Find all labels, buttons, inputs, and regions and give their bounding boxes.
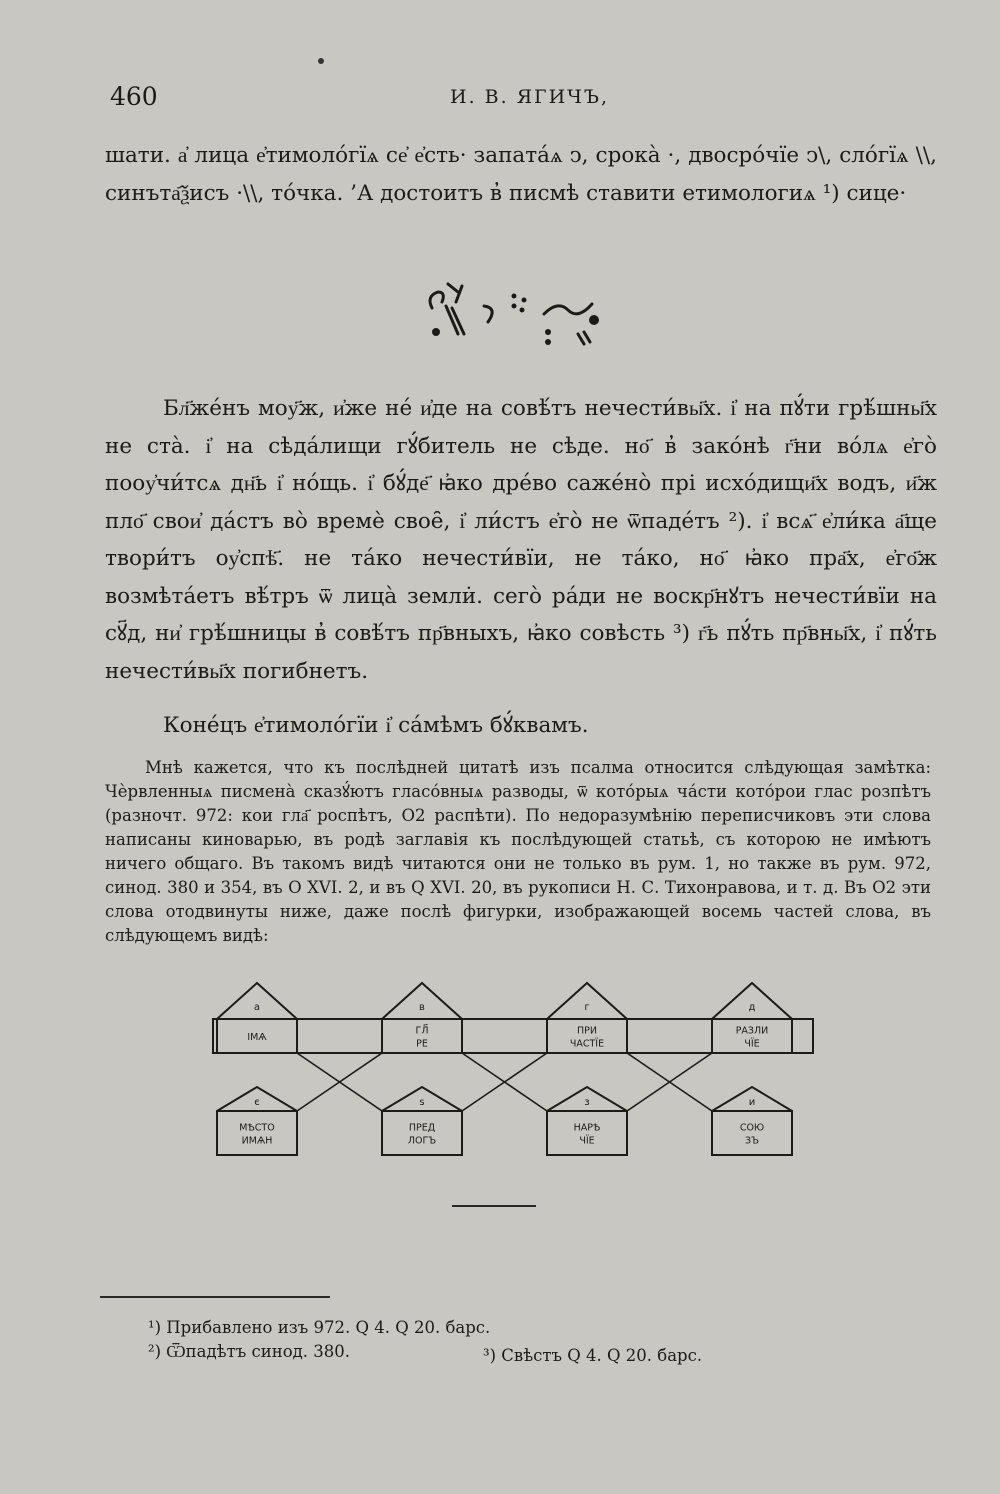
top-house-4 xyxy=(712,983,792,1053)
house-label: ПРИ xyxy=(577,1025,597,1037)
house-numeral: г xyxy=(584,1002,590,1013)
house-label: ЛОГЪ xyxy=(407,1135,437,1147)
house-label: ИМѦН xyxy=(241,1135,273,1147)
house-label: ГЛ҃ xyxy=(415,1025,429,1037)
commentary-note xyxy=(105,756,931,948)
house-numeral: з xyxy=(584,1097,590,1108)
house-label: МѢСТО xyxy=(239,1122,275,1134)
house-numeral: и xyxy=(748,1097,756,1108)
house-label: РАЗЛИ xyxy=(735,1025,769,1037)
paragraph-etymology-intro: шати. а҆ лица е҆тимоло́гїѧ се҆ е҆сть· запата́ѧ ͻ, срока̀ ·, двосро́чїе ͻ\, сло́гїѧ \\, синъта҄ѯисъ ·\\, то́чка. ’А достоитъ в̓ писмѣ ставити етимологиѧ ¹) сице· xyxy=(105,143,937,206)
house-label: СОЮ xyxy=(739,1122,765,1134)
house-label: ЧЇЕ xyxy=(579,1135,595,1147)
top-house-2 xyxy=(382,983,462,1053)
house-label: РЕ xyxy=(416,1038,428,1050)
footnote-1: ¹) Прибавлено изъ 972. Q 4. Q 20. барс. xyxy=(148,1318,491,1337)
page-number: 460 xyxy=(110,82,158,111)
bottom-house-2 xyxy=(382,1087,462,1155)
house-numeral: а xyxy=(253,1002,261,1013)
house-numeral: д xyxy=(748,1002,756,1013)
footnote-3: ³) Свѣстъ Q 4. Q 20. барс. xyxy=(483,1346,703,1365)
punctuation-signs-figure xyxy=(418,278,618,358)
house-label: ЧЇЕ xyxy=(744,1038,760,1050)
parts-of-speech-diagram xyxy=(205,975,825,1175)
house-label: ІМѦ xyxy=(247,1032,267,1043)
footnote-2: ²) Ѿпадѣтъ синод. 380. xyxy=(148,1342,351,1361)
house-label: ПРЕД xyxy=(408,1122,436,1134)
commentary-text: Мнѣ кажется, что къ послѣдней цитатѣ изъ псалма относится слѣдующая замѣтка: Чѐрвленныѧ писмена̀ сказꙋ́ютъ гласо́вныѧ разводы, ѿ кото́рыѧ ча́сти кото́рои глас розпѣтъ (разночт. 972: кои гла҃ роспѣтъ, О2 распѣти). По недоразумѣнію переписчиковъ эти слова написаны киноварью, въ родѣ заглавія къ послѣдующей статьѣ, съ которою не имѣютъ ничего общаго. Въ такомъ видѣ читаются они не только въ рум. 1, но также въ рум. 972, синод. 380 и 354, въ O XVI. 2, и въ Q XVI. 20, въ рукописи Н. С. Тихонравова, и т. д. Въ О2 эти слова отодвинуты ниже, даже послѣ фигурки, изображающей восемь частей слова, въ слѣдующемъ видѣ: xyxy=(105,758,931,945)
bottom-house-3 xyxy=(547,1087,627,1155)
bottom-house-1 xyxy=(217,1087,297,1155)
bottom-house-4 xyxy=(712,1087,792,1155)
footnote-rule xyxy=(100,1296,330,1298)
paragraph-ending: Коне́цъ е҆тимоло́гїи і҆ са́мѣмъ бꙋ́квамъ. xyxy=(163,713,589,738)
house-label: ЗЪ xyxy=(745,1135,759,1147)
running-head xyxy=(110,82,940,116)
running-title: И. В. ЯГИЧЪ, xyxy=(450,86,610,108)
house-numeral: є xyxy=(254,1097,260,1108)
top-house-3 xyxy=(547,983,627,1053)
house-label: НАРѢ xyxy=(573,1122,601,1134)
printer-dot xyxy=(318,58,324,64)
section-rule xyxy=(452,1205,536,1207)
house-numeral: ѕ xyxy=(419,1097,425,1108)
paragraph-psalm-quote: Бл҃же́нъ моу҃ж, и҆же не́ и҆де на совѣ́тъ нечести́вы҃х. і҆ на пꙋ́ти грѣ́шны҃х не ста̀. і҆ на сѣда́лищи гꙋ́битель не сѣде. но҃ в̓ зако́нѣ г҃ни во́лѧ е҆го̀ пооу҆чи́тсѧ дн҃ь і҆ но́щь. і҆ бꙋ́де҃ ꙗ҆ко дре́во саже́но̀ прі исхо́дищи҃х водъ, и҃ж пло҃ свои҆ да́стъ во̀ времѐ свое̑, і҆ ли́стъ е҆го̀ не ѿпаде́тъ ²). і҆ всѧ҃ е҆ли́ка а҃ще твори́тъ оу҆спѣ҃. не та́ко нечести́вїи, не та́ко, но҃ ꙗ҆ко пра҃х, е҆го҃ж возмѣта́етъ вѣ́тръ ѿ лица̀ земли̇. сего̀ ра́ди не воскр҃нꙋтъ нечести́вїи на сꙋ҃д, ни҆ грѣ́шницы в̓ совѣ́тъ пр҃вныхъ, ꙗ҆ко совѣсть ³) г҃ь пꙋ́ть пр҃вны҃х, і҆ пꙋ́ть нечести́вы҃х погибнетъ. xyxy=(105,396,937,684)
top-house-1 xyxy=(217,983,297,1053)
house-label: ЧАСТЇЕ xyxy=(569,1038,605,1050)
house-numeral: в xyxy=(419,1002,425,1013)
